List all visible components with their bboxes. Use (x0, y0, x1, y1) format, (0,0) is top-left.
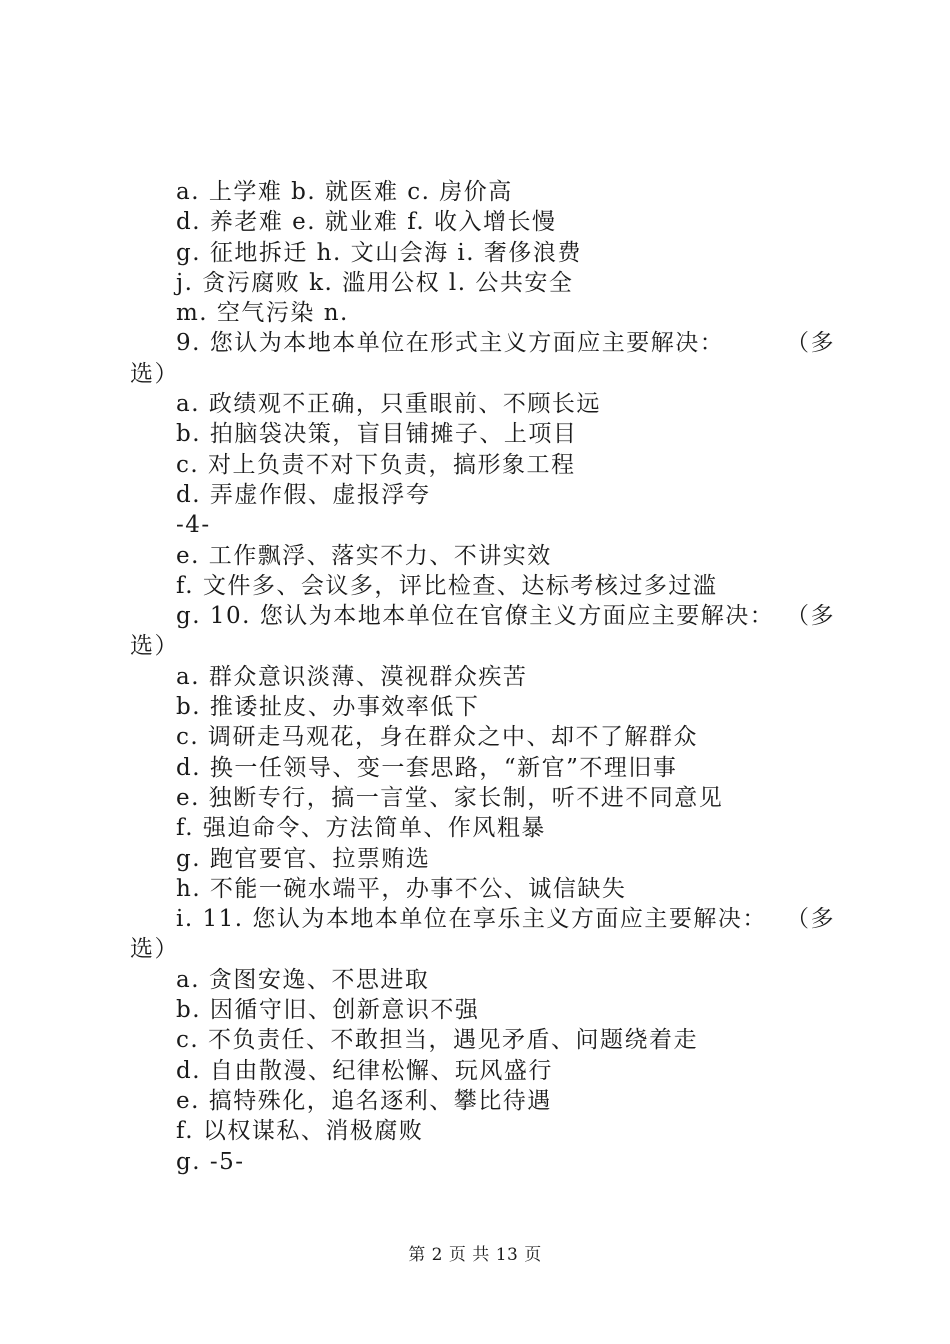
option-line: g. -5- (176, 1148, 245, 1175)
question-10-tail: （多 (786, 603, 835, 630)
option-line: c. 调研走马观花，身在群众之中、却不了解群众 (176, 724, 699, 751)
option-line: b. 拍脑袋决策，盲目铺摊子、上项目 (176, 421, 578, 448)
option-line: j. 贪污腐败 k. 滥用公权 l. 公共安全 (176, 269, 574, 296)
option-line: d. 换一任领导、变一套思路，“新官”不理旧事 (176, 754, 678, 781)
option-line: b. 因循守旧、创新意识不强 (176, 997, 480, 1024)
option-line: e. 独断专行，搞一言堂、家长制，听不进不同意见 (176, 784, 724, 811)
option-line: m. 空气污染 n. (176, 300, 349, 327)
page-marker: -4- (176, 512, 211, 539)
option-line: f. 强迫命令、方法简单、作风粗暴 (176, 815, 546, 842)
option-line: d. 养老难 e. 就业难 f. 收入增长慢 (176, 209, 557, 236)
option-line: f. 以权谋私、消极腐败 (176, 1118, 424, 1145)
question-9-tail: （多 (786, 330, 835, 357)
question-11 (130, 904, 835, 934)
option-line: g. 跑官要官、拉票贿选 (176, 845, 431, 872)
page-footer: 第 2 页 共 13 页 (408, 1245, 542, 1265)
option-line: a. 政绩观不正确，只重眼前、不顾长远 (176, 391, 601, 418)
question-9-text: 9. 您认为本地本单位在形式主义方面应主要解决： (176, 330, 725, 357)
option-line: g. 征地拆迁 h. 文山会海 i. 奢侈浪费 (176, 239, 582, 266)
option-line: c. 对上负责不对下负责，搞形象工程 (176, 451, 576, 478)
option-line: f. 文件多、会议多，评比检查、达标考核过多过滥 (176, 572, 718, 599)
question-11-text: i. 11. 您认为本地本单位在享乐主义方面应主要解决： (176, 906, 767, 933)
question-9 (130, 328, 835, 358)
document-body (130, 177, 835, 1177)
option-line: a. 上学难 b. 就医难 c. 房价高 (176, 179, 513, 205)
option-line: h. 不能一碗水端平，办事不公、诚信缺失 (176, 875, 627, 902)
question-10-text: g. 10. 您认为本地本单位在官僚主义方面应主要解决： (176, 603, 775, 630)
option-line: b. 推诿扯皮、办事效率低下 (176, 694, 480, 721)
option-line: a. 群众意识淡薄、漠视群众疾苦 (176, 663, 528, 690)
option-line: d. 自由散漫、纪律松懈、玩风盛行 (176, 1057, 553, 1084)
option-line: e. 搞特殊化，追名逐利、攀比待遇 (176, 1087, 552, 1114)
question-10-wrap: 选） (130, 633, 179, 660)
option-line: e. 工作飘浮、落实不力、不讲实效 (176, 542, 552, 569)
question-10 (130, 601, 835, 631)
question-11-tail: （多 (786, 906, 835, 933)
question-11-wrap: 选） (130, 936, 179, 963)
question-9-wrap: 选） (130, 360, 179, 387)
option-line: d. 弄虚作假、虚报浮夸 (176, 481, 431, 508)
option-line: c. 不负责任、不敢担当，遇见矛盾、问题绕着走 (176, 1027, 699, 1054)
option-line: a. 贪图安逸、不思进取 (176, 966, 430, 993)
